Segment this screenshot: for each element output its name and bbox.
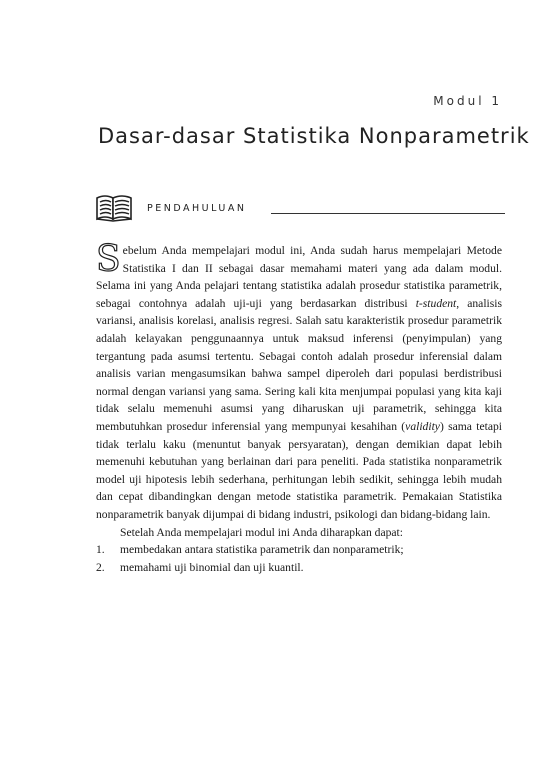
section-rule bbox=[271, 213, 505, 214]
list-number: 1. bbox=[96, 543, 105, 557]
list-item bbox=[96, 541, 502, 559]
module-label: Modul 1 bbox=[433, 94, 502, 108]
para-text-3: ) sama tetapi tidak terlalu kaku (menuntut banyak persyaratan), dengan demikian dapat lebih memenuhi kebutuhan yang berlainan dari para peneliti. Pada statistika nonparametrik model uji hipotesis lebih sederhana, perhitungan lebih sedikit, sehingga lebih mudah dan cepat dibandingkan dengan metode statistika parametrik. Pemakaian Statistika nonparametrik banyak dijumpai di bidang industri, psikologi dan bidang-bidang lain. bbox=[96, 419, 503, 521]
list-number: 2. bbox=[96, 560, 105, 574]
dropcap-letter: S bbox=[96, 239, 121, 280]
intro-paragraph bbox=[96, 239, 503, 524]
section-header bbox=[95, 192, 505, 226]
book-icon bbox=[95, 192, 133, 222]
objectives-list bbox=[96, 541, 502, 576]
list-item bbox=[96, 559, 502, 577]
body-text bbox=[96, 239, 503, 576]
chapter-title: Dasar-dasar Statistika Nonparametrik bbox=[98, 124, 530, 148]
section-label: PENDAHULUAN bbox=[147, 203, 247, 214]
objectives-intro: Setelah Anda mempelajari modul ini Anda diharapkan dapat: bbox=[120, 525, 403, 539]
italic-term-t-student: t-student bbox=[415, 296, 457, 310]
list-text: membedakan antara statistika parametrik dan nonparametrik; bbox=[120, 543, 404, 557]
italic-term-validity: validity bbox=[405, 419, 440, 433]
para-text-2: , analisis variansi, analisis korelasi, analisis regresi. Salah satu karakteristik prosedur parametrik adalah kelayakan penggunaannya untuk maksud inferensi (penyimpulan) yang tergantung pada asumsi tertentu. Sebagai contoh adalah prosedur inferensial dalam analisis varian mengasumsikan bahwa sampel diperoleh dari populasi berdistribusi normal dengan variansi yang sama. Sering kali kita menjumpai populasi yang kita kaji tidak selalu memenuhi asumsi yang diharuskan uji parametrik, sehingga kita membutuhkan prosedur inferensial yang mempunyai kesahihan ( bbox=[96, 296, 503, 433]
list-text: memahami uji binomial dan uji kuantil. bbox=[120, 560, 304, 574]
para-text-1: ebelum Anda mempelajari modul ini, Anda sudah harus mempelajari Metode Statistika I dan II sebagai dasar memahami materi yang ada dalam modul. Selama ini yang Anda pelajari tentang statistika adalah prosedur statistika parametrik, sebagai contohnya adalah uji-uji yang berdasarkan distribusi bbox=[96, 244, 502, 310]
